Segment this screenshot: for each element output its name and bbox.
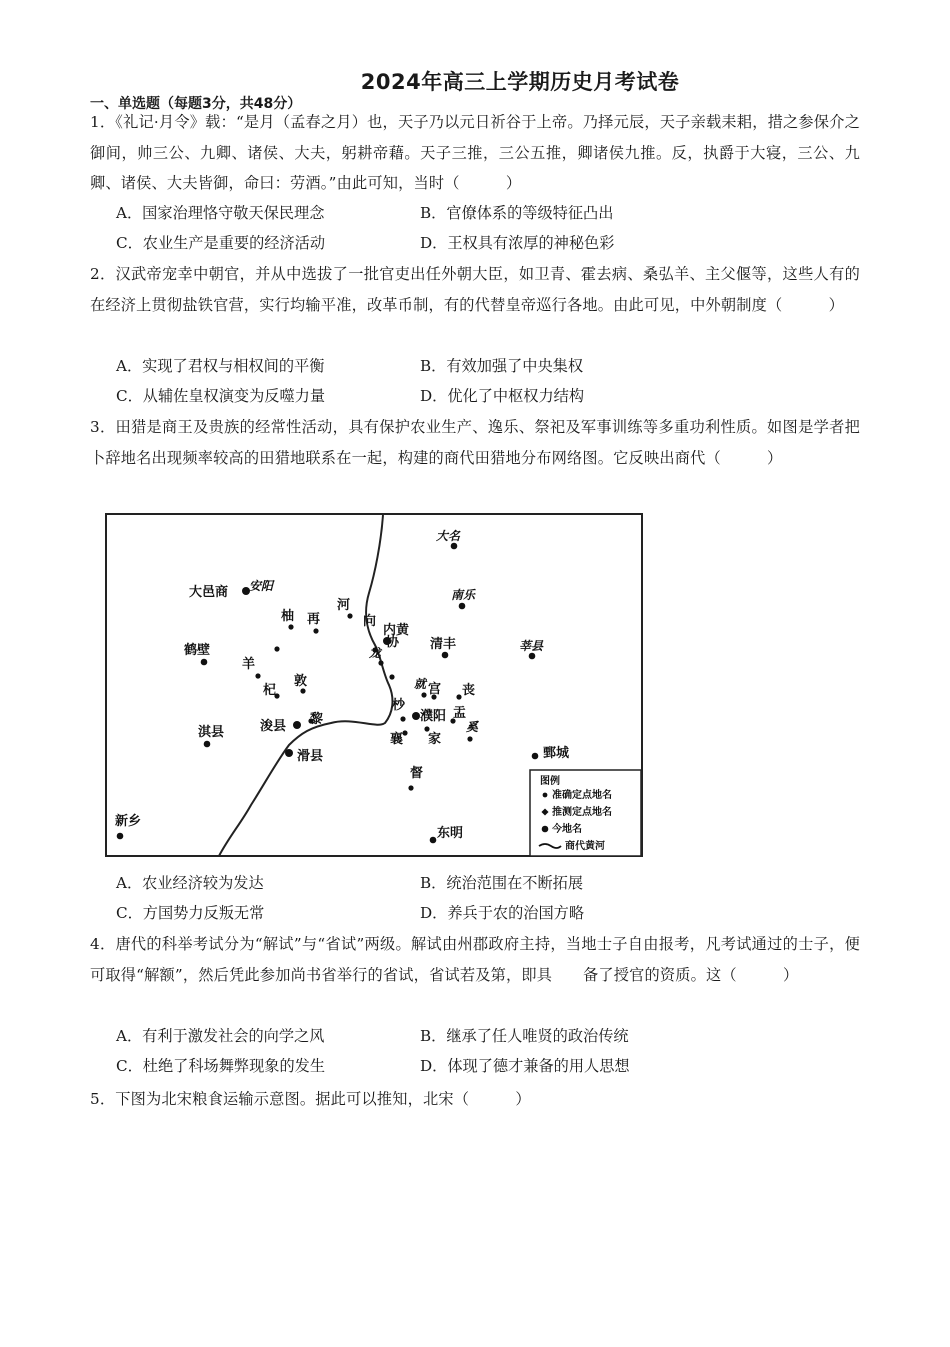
point-you [288,624,293,629]
point-jiu [421,692,426,697]
label-jia: 家 [428,732,442,747]
dot-juancheng [532,753,539,760]
question-1-option-b[interactable]: B．官僚体系的等级特征凸出 [420,204,614,222]
question-4-stem: 4．唐代的科举考试分为“解试”与“省试”两级。解试由州郡政府主持，当地士子自由报考，凡考试通过的士子，便可取得“解额”，然后凭此参加尚书省举行的省试，省试若及第，即具 备了授官的资质。这（ ） [90,935,860,984]
point-xie [389,674,394,679]
dot-xinxiang [117,833,124,840]
question-1-option-a[interactable]: A．国家治理恪守敬天保民理念 [116,204,325,222]
point-sang [456,694,461,699]
dot-xunxian [293,721,301,729]
question-3-option-a[interactable]: A．农业经济较为发达 [116,874,264,892]
exam-title: 2024年高三上学期历史月考试卷 [360,70,680,94]
label-du: 督 [410,766,424,781]
label-qixian: 淇县 [198,725,225,740]
legend-title: 图例 [540,776,560,787]
dot-dongming [430,837,437,844]
legend-exact: 准确定点地名 [552,790,612,801]
dot-qixian [204,741,211,748]
question-1-option-d[interactable]: D．王权具有浓厚的神秘色彩 [420,234,615,252]
question-4-option-c[interactable]: C．杜绝了科场舞弊现象的发生 [116,1057,326,1075]
label-dongming: 东明 [437,826,464,841]
dot-huaxian [285,749,293,757]
question-3-option-c[interactable]: C．方国势力反叛无常 [116,904,265,922]
dot-shenxian [529,653,536,660]
point-long [378,660,383,665]
label-meng: 盂 [453,706,467,721]
label-hebi: 鹤壁 [184,643,211,658]
point-he [347,613,352,618]
question-3-stem: 3．田猎是商王及贵族的经常性活动，具有保护农业生产、逸乐、祭祀及军事训练等多重功利性质。如图是学者把卜辞地名出现频率较高的田猎地联系在一起，构建的商代田猎地分布网络图。它反映出商代（ ） [90,418,860,467]
label-qingfeng: 清丰 [430,637,457,652]
shang-hunting-map [105,513,645,861]
point-jia [424,726,429,731]
label-neihuang: 内黄 [383,623,410,638]
label-sang: 丧 [462,683,476,698]
label-gong: 宫 [428,682,442,697]
question-1-stem: 1．《礼记·月令》载：“是月（孟春之月）也，天子乃以元日祈谷于上帝。乃择元辰，天子亲载耒耜，措之参保介之御间，帅三公、九卿、诸侯、大夫，躬耕帝藉。天子三推，三公五推，卿诸侯九推。反，执爵于大寝，三公、九卿、诸侯、大夫皆御，命曰：劳酒。”由此可知，当时（ ） [90,113,860,193]
label-huaxian: 滑县 [297,749,324,764]
label-xie: 协 [386,635,400,650]
point-yi [467,736,472,741]
label-daming: 大名 [436,529,461,543]
question-2-option-b[interactable]: B．有效加强了中央集权 [420,357,584,375]
map-legend [530,770,641,856]
section-heading: 一、单选题（每题3分，共48分） [90,96,302,112]
label-zai: 再 [307,612,321,627]
point-yang-2 [255,673,260,678]
label-yi: 奚 [466,720,479,734]
dot-daming [451,543,458,550]
dot-hebi [201,659,208,666]
label-long: 龙 [369,646,382,660]
question-4-option-b[interactable]: B．继承了任人唯贤的政治传统 [420,1027,629,1045]
label-jiu: 就 [414,677,427,691]
legend-river: 商代黄河 [565,841,605,852]
label-nanle: 南乐 [451,588,476,602]
question-4-option-a[interactable]: A．有利于激发社会的向学之风 [116,1027,325,1045]
label-shenxian: 莘县 [519,639,544,653]
dot-puyang [412,712,420,720]
label-yang: 羊 [242,657,256,672]
label-puyang: 濮阳 [420,709,447,724]
question-2-stem: 2．汉武帝宠幸中朝官，并从中选拔了一批官吏出任外朝大臣，如卫青、霍去病、桑弘羊、主父偃等，这些人有的在经济上贯彻盐铁官营，实行均输平准，改革币制，有的代替皇帝巡行各地。由此可见，中外朝制度（ ） [90,265,860,314]
point-sha [400,716,405,721]
dot-qingfeng [442,652,449,659]
point-yang [274,646,279,651]
point-zai [313,628,318,633]
question-3-option-d[interactable]: D．养兵于农的治国方略 [420,904,585,922]
label-xiang: 向 [363,614,377,629]
label-he: 河 [337,598,351,613]
label-xinxiang: 新乡 [115,814,142,829]
question-1-option-c[interactable]: C．农业生产是重要的经济活动 [116,234,326,252]
label-anyang: 安阳 [249,579,274,593]
question-2-option-d[interactable]: D．优化了中枢权力结构 [420,387,585,405]
label-juancheng: 鄄城 [543,746,570,761]
label-xunxian: 浚县 [260,719,287,734]
legend-inferred: 推测定点地名 [552,807,612,818]
label-sha: 杪 [392,698,406,713]
question-5-stem: 5．下图为北宋粮食运输示意图。据此可以推知，北宋（ ） [90,1090,531,1108]
question-2-option-c[interactable]: C．从辅佐皇权演变为反噬力量 [116,387,326,405]
question-4-option-d[interactable]: D．体现了德才兼备的用人思想 [420,1057,630,1075]
label-dayishang: 大邑商 [189,585,229,600]
label-li: 黎 [310,712,324,727]
point-xiang2 [402,730,407,735]
question-3-option-b[interactable]: B．统治范围在不断拓展 [420,874,584,892]
label-dun: 敦 [294,674,308,689]
label-xiang2: 襄 [390,732,404,747]
question-2-option-a[interactable]: A．实现了君权与相权间的平衡 [116,357,325,375]
legend-modern: 今地名 [552,824,582,835]
dot-nanle [459,603,466,610]
point-du [408,785,413,790]
label-you: 柚 [281,609,295,624]
label-qi: 杞 [263,683,277,698]
point-dun [300,688,305,693]
